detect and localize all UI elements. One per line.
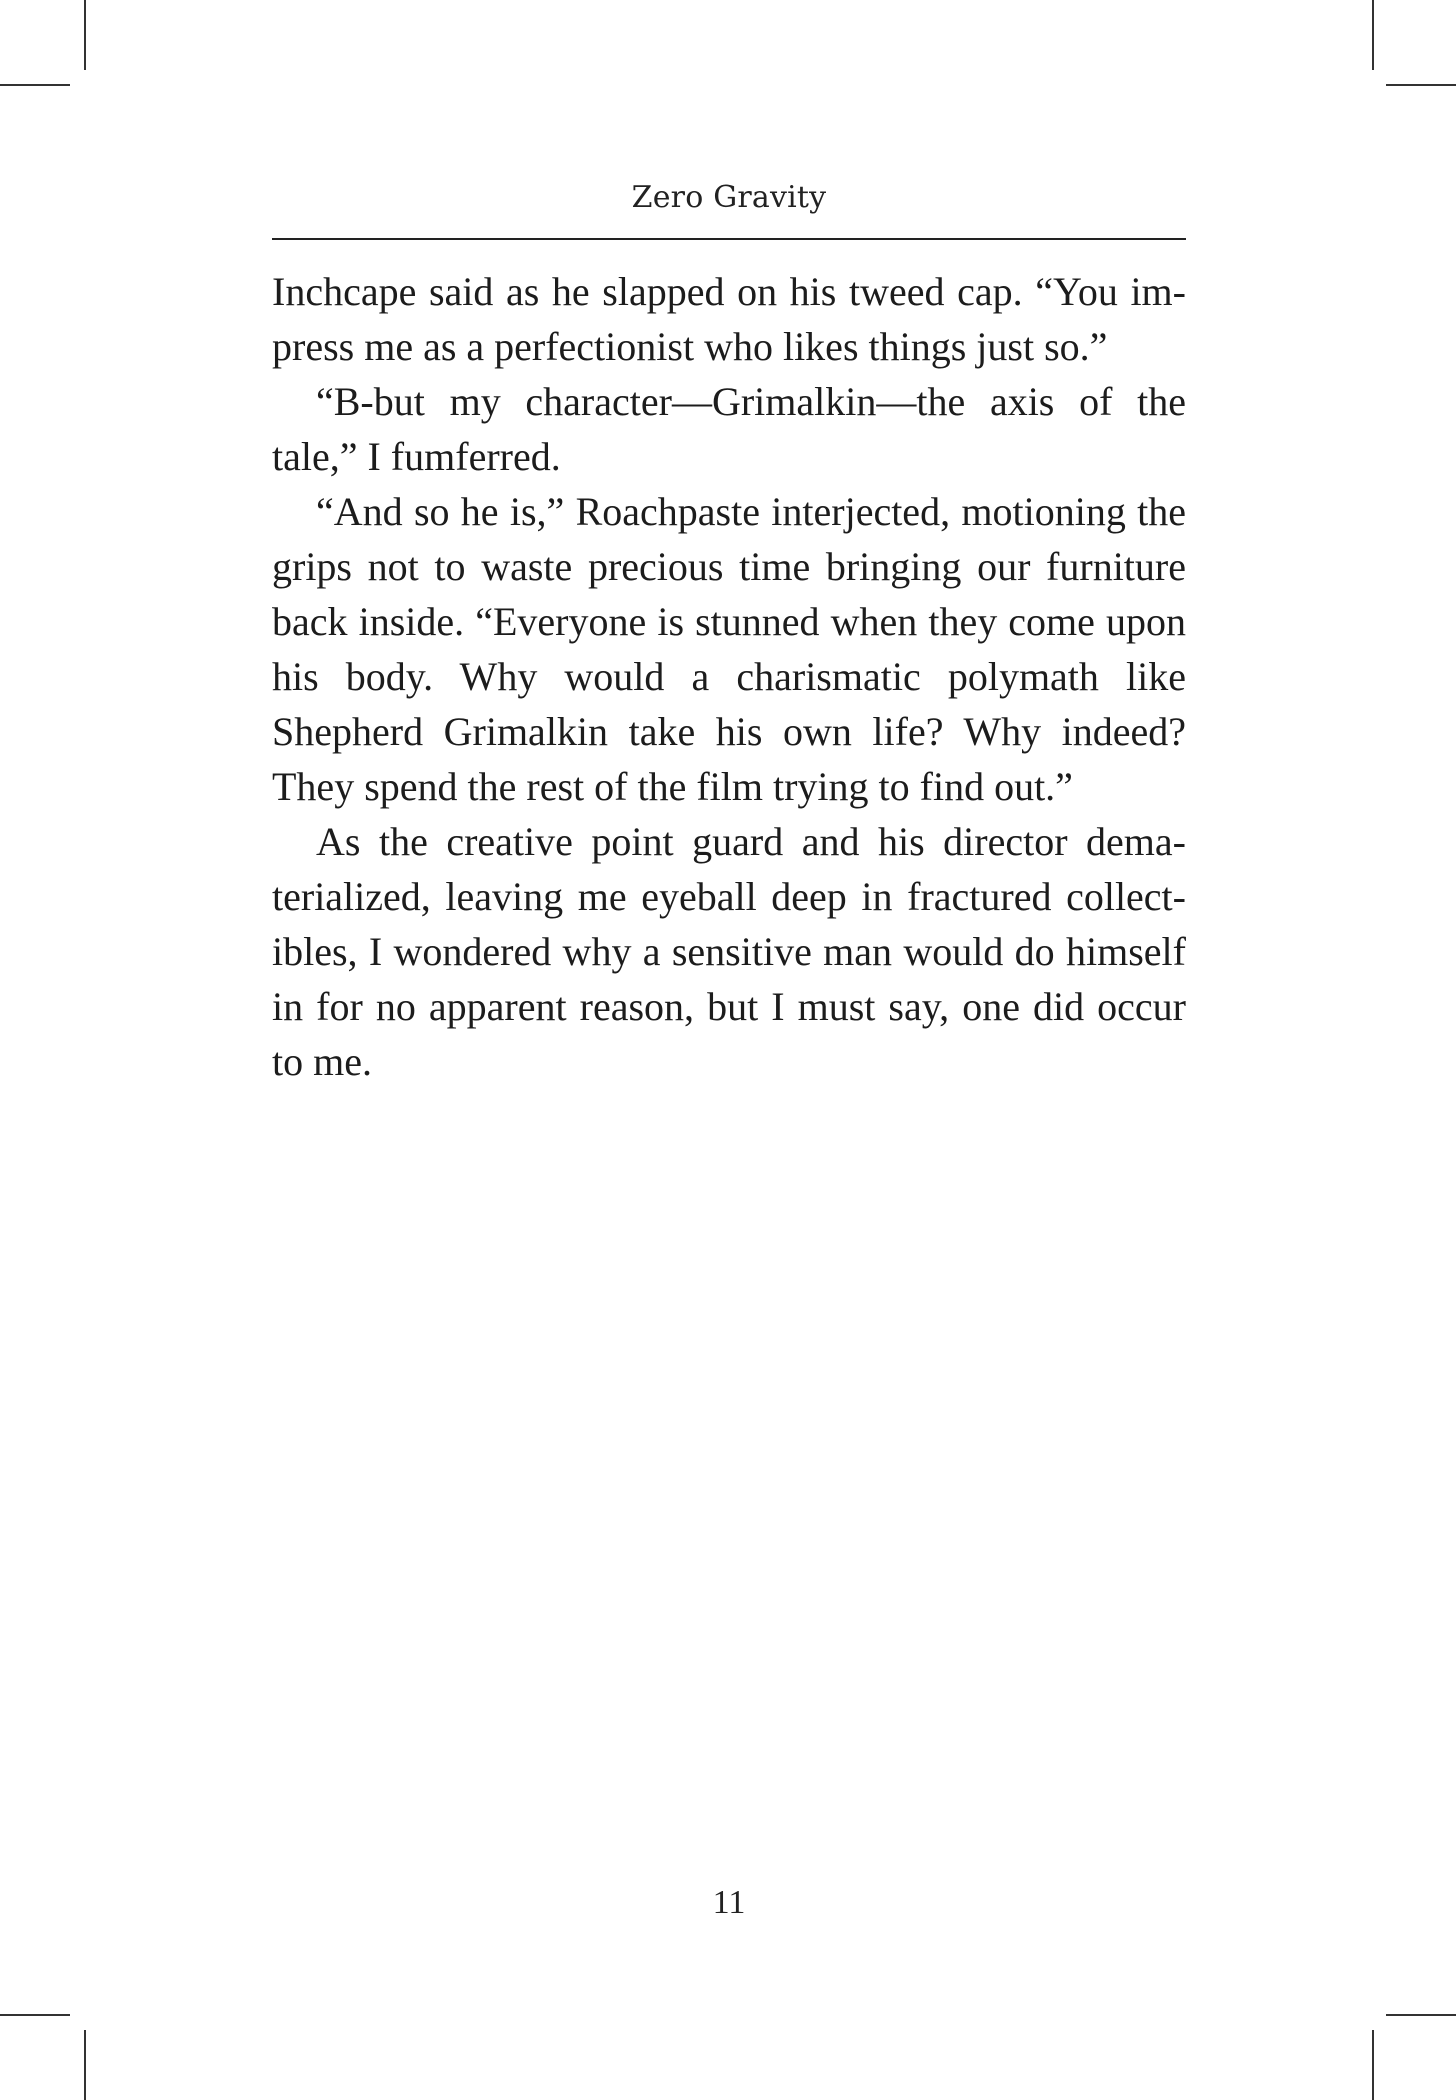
crop-mark-top-left-vertical	[84, 0, 86, 70]
page-number: 11	[712, 1884, 746, 1921]
paragraph: Inchcape said as he slapped on his tweed cap. “You impress me as a perfectionist who likes things just so.”	[272, 269, 1186, 369]
crop-mark-top-right-horizontal	[1386, 84, 1456, 86]
paragraph: As the creative point guard and his director dematerialized, leaving me eyeball deep in fractured collectibles, I wondered why a sensitive man would do himself in for no apparent reason, but I must say, one did occur to me.	[272, 819, 1186, 1084]
header-rule	[272, 238, 1186, 240]
crop-mark-bottom-left-vertical	[84, 2030, 86, 2100]
crop-mark-bottom-right-horizontal	[1386, 2014, 1456, 2016]
paragraph: “B-but my character—Grimalkin—the axis of the tale,” I fumferred.	[272, 379, 1186, 479]
paragraph: “And so he is,” Roachpaste interjected, motioning the grips not to waste precious time bringing our furniture back inside. “Everyone is stunned when they come upon his body. Why would a charismatic polymath like Shepherd Grimalkin take his own life? Why indeed? They spend the rest of the film trying to find out.”	[272, 489, 1186, 809]
crop-mark-bottom-right-vertical	[1372, 2030, 1374, 2100]
crop-mark-top-right-vertical	[1372, 0, 1374, 70]
body-text	[272, 264, 1186, 1089]
crop-mark-top-left-horizontal	[0, 84, 70, 86]
running-head: Zero Gravity	[631, 180, 827, 215]
crop-mark-bottom-left-horizontal	[0, 2014, 70, 2016]
